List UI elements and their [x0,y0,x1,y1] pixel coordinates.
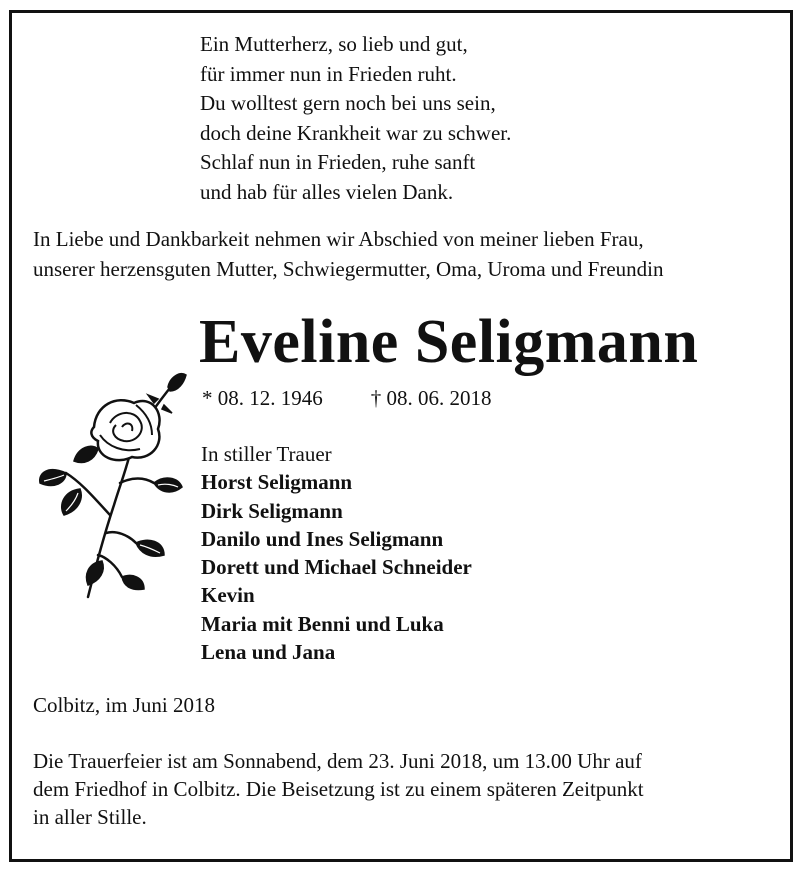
mourner-name: Dorett und Michael Schneider [201,555,472,580]
poem-line: Ein Mutterherz, so lieb und gut, [200,32,468,56]
place-and-date: Colbitz, im Juni 2018 [33,693,216,717]
mourner-name: Kevin [201,583,255,608]
poem-line: Schlaf nun in Frieden, ruhe sanft [200,150,476,174]
mourners-list [201,440,472,666]
intro-text [33,225,663,284]
intro-line: unserer herzensguten Mutter, Schwiegermutter, Oma, Uroma und Freundin [33,256,664,281]
mourner-name: Lena und Jana [201,640,336,665]
mourners-lead: In stiller Trauer [201,442,332,466]
poem-line: und hab für alles vielen Dank. [200,179,454,204]
funeral-line: Die Trauerfeier ist am Sonnabend, dem 23. Juni 2018, um 13.00 Uhr auf [33,749,642,773]
birth-date: * 08. 12. 1946 [202,386,323,410]
deceased-name: Eveline Seligmann [199,308,699,376]
mourner-name: Horst Seligmann [201,470,353,495]
funeral-line: in aller Stille. [33,805,147,829]
poem [200,30,511,207]
poem-line: Du wolltest gern noch bei uns sein, [200,91,496,115]
death-date: † 08. 06. 2018 [370,386,492,410]
mourner-name: Danilo und Ines Seligmann [201,526,444,551]
poem-line: doch deine Krankheit war zu schwer. [200,120,512,145]
funeral-line: dem Friedhof in Colbitz. Die Beisetzung ist zu einem späteren Zeitpunkt [33,777,644,801]
mourner-name: Dirk Seligmann [201,498,343,523]
rose-icon [36,365,196,605]
life-dates [202,384,492,412]
funeral-info [33,747,773,831]
poem-line: für immer nun in Frieden ruht. [200,61,457,86]
intro-line: In Liebe und Dankbarkeit nehmen wir Abschied von meiner lieben Frau, [33,227,644,251]
mourner-name: Maria mit Benni und Luka [201,611,444,636]
